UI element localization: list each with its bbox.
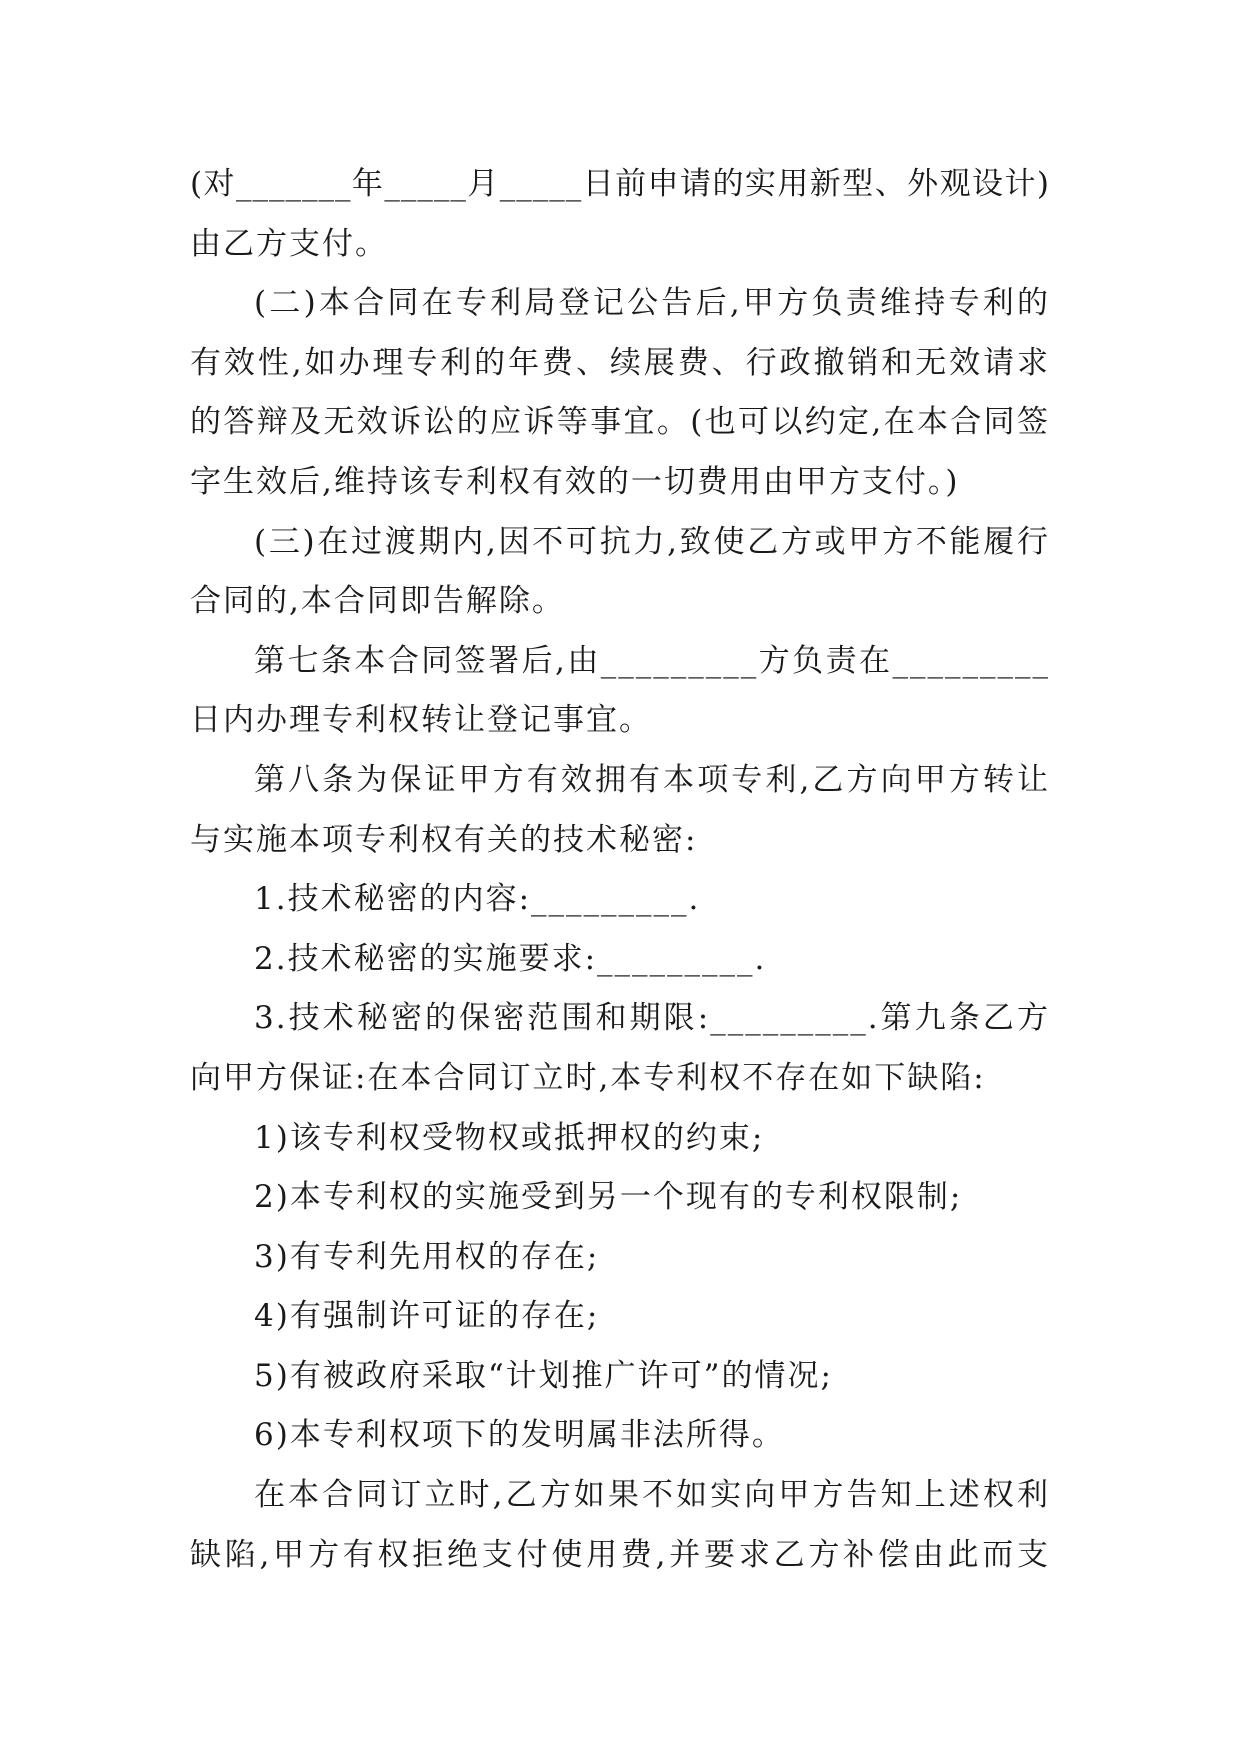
document-line: 3)有专利先用权的存在; bbox=[254, 1238, 600, 1275]
document-line: 2)本专利权的实施受到另一个现有的专利权限制; bbox=[254, 1179, 963, 1216]
document-line: 2.技术秘密的实施要求:_________. bbox=[254, 940, 767, 977]
document-line: 在本合同订立时,乙方如果不如实向甲方告知上述权利 bbox=[254, 1477, 1050, 1514]
document-line: 5)有被政府采取“计划推广许可”的情况; bbox=[254, 1357, 833, 1394]
document-line: 合同的,本合同即告解除。 bbox=[190, 583, 565, 620]
document-line: (对_______年_____月_____日前申请的实用新型、外观设计) bbox=[190, 166, 1050, 202]
document-line: 4)有强制许可证的存在; bbox=[254, 1298, 600, 1335]
document-line: 由乙方支付。 bbox=[190, 225, 388, 262]
document-line: 3.技术秘密的保密范围和期限:_________.第九条乙方 bbox=[254, 1000, 1050, 1037]
document-line: 1)该专利权受物权或抵押权的约束; bbox=[254, 1119, 765, 1156]
document-line: 第八条为保证甲方有效拥有本项专利,乙方向甲方转让 bbox=[254, 761, 1050, 798]
document-line: 6)本专利权项下的发明属非法所得。 bbox=[254, 1417, 785, 1454]
document-line: 的答辩及无效诉讼的应诉等事宜。(也可以约定,在本合同签 bbox=[190, 404, 1050, 441]
document-line: 第七条本合同签署后,由_________方负责在_________ bbox=[254, 642, 1050, 679]
document-line: 缺陷,甲方有权拒绝支付使用费,并要求乙方补偿由此而支 bbox=[190, 1536, 1050, 1573]
document-line: 有效性,如办理专利的年费、续展费、行政撤销和无效请求 bbox=[190, 344, 1050, 381]
document-line: 1.技术秘密的内容:_________. bbox=[254, 881, 701, 918]
document-line: (三)在过渡期内,因不可抗力,致使乙方或甲方不能履行 bbox=[254, 523, 1050, 560]
document-line: (二)本合同在专利局登记公告后,甲方负责维持专利的 bbox=[254, 285, 1050, 322]
document-line: 向甲方保证:在本合同订立时,本专利权不存在如下缺陷: bbox=[190, 1059, 986, 1096]
document-line: 日内办理专利权转让登记事宜。 bbox=[190, 702, 652, 739]
document-line: 字生效后,维持该专利权有效的一切费用由甲方支付。) bbox=[190, 463, 960, 500]
document-body bbox=[190, 155, 1050, 1585]
document-line: 与实施本项专利权有关的技术秘密: bbox=[190, 821, 698, 858]
